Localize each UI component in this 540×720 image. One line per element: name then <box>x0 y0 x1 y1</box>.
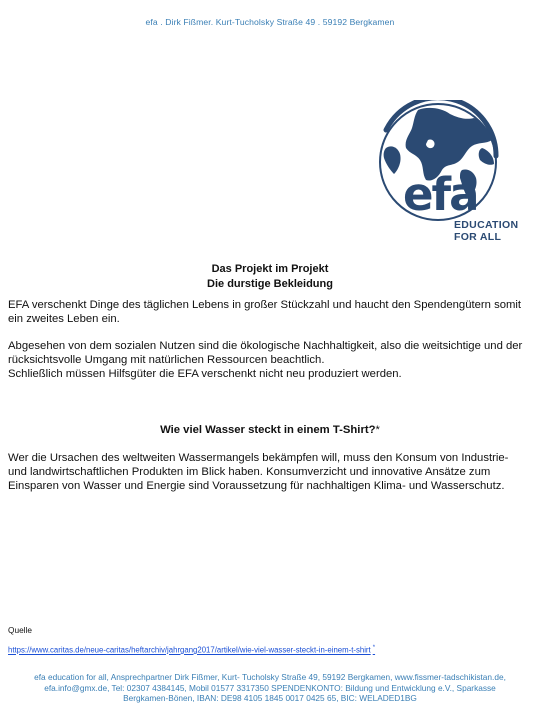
footnote-marker: * <box>375 424 380 436</box>
footer-line2: efa.info@gmx.de, Tel: 02307 4384145, Mobil 01577 3317350 SPENDENKONTO: Bildung und Entwicklung e.V., Sparkasse <box>44 682 496 693</box>
logo-wordmark: efa <box>403 168 478 221</box>
paragraph-production: Schließlich müssen Hilfsgüter die EFA verschenkt nicht neu produziert werden. <box>8 368 402 380</box>
footer-contact <box>0 672 540 704</box>
document-title <box>0 262 540 292</box>
footer-line3: Bergkamen-Bönen, IBAN: DE98 4105 1845 0017 0425 65, BIC: WELADED1BG <box>123 693 417 703</box>
logo-tagline-line1: EDUCATION <box>454 219 519 231</box>
paragraph-water: Wer die Ursachen des weltweiten Wassermangels bekämpfen will, muss den Konsum von Industrie- und landwirtschaftlichen Produkten im Blick haben. Konsumverzicht und innovative Ansätze zum Einsparen von Wasser und Energie sind Voraussetzung für nachhaltigen Klima- und Wasserschutz. <box>8 452 509 492</box>
footer-line1: efa education for all, Ansprechpartner Dirk Fißmer, Kurt- Tucholsky Straße 49, 59192 Bergkamen, www.fissmer-tadschikistan.de, <box>34 672 506 682</box>
source-link-row <box>8 645 375 655</box>
source-link[interactable]: https://www.caritas.de/neue-caritas/heftarchiv/jahrgang2017/artikel/wie-viel-wasser-steckt-in-einem-t-shirt <box>8 645 371 655</box>
header-address: efa . Dirk Fißmer. Kurt-Tucholsky Straße 49 . 59192 Bergkamen <box>145 17 395 27</box>
source-label: Quelle <box>8 625 32 635</box>
paragraph-intro: EFA verschenkt Dinge des täglichen Lebens in großer Stückzahl und haucht den Spendengütern somit ein zweites Leben ein. <box>8 299 522 325</box>
title-line1: Das Projekt im Projekt <box>211 263 329 275</box>
logo-tagline-line2: FOR ALL <box>454 231 502 243</box>
paragraph-sustainability: Abgesehen von dem sozialen Nutzen sind die ökologische Nachhaltigkeit, also die weitsichtige und der rücksichtsvolle Umgang mit natürlichen Ressourcen beachtlich. <box>8 340 523 366</box>
section-heading <box>0 424 540 436</box>
logo-tagline <box>454 219 518 243</box>
source-footnote-marker: * <box>372 645 376 651</box>
title-line2: Die durstige Bekleidung <box>207 278 333 290</box>
section-heading-text: Wie viel Wasser steckt in einem T-Shirt? <box>160 424 376 436</box>
